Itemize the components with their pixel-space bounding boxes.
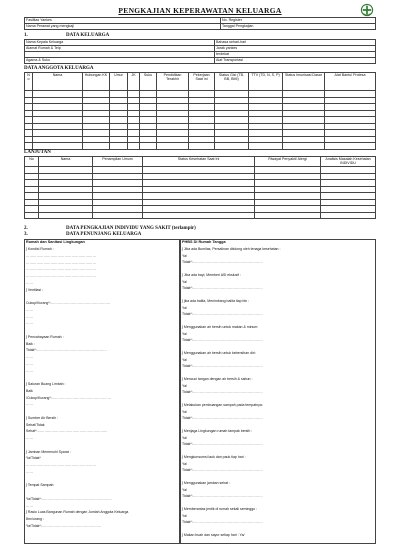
form-line: Tidak*:……………………………………………………: [182, 312, 263, 316]
form-line: ……………………………………………………: [26, 274, 96, 278]
form-line: Tidak*:……………………………………………………: [182, 416, 263, 420]
form-line: ……: [26, 436, 33, 440]
form-line: Baik: [26, 388, 33, 393]
form-line: ……: [26, 314, 33, 319]
members-table: N o Nama Hubungan KK Umur JK Suku Pendidikan Terakhir Pekerjaan Saat ini Status Gizi (TB, BB, BMI) TTV (TD, N, S, P) Status Imunisasi Dasar Alat Bantu/ Protesa: [24, 72, 376, 150]
form-line: Baik :: [26, 341, 35, 346]
form-line: ……: [26, 280, 33, 285]
phbs-heading: PHBS Di Rumah Tangga: [182, 240, 226, 244]
form-line: Tidak*:……………………………………………………: [182, 468, 263, 472]
form-line: ∫ Pencahayaan Rumah :: [26, 334, 64, 339]
form-line: ∫ Menggunakan air bersih untuk makan & minum:: [182, 325, 259, 329]
form-line: Tidak*:……………………………………………………: [182, 286, 263, 290]
form-line: ……………………………………………………: [26, 267, 96, 272]
table-cell: [189, 143, 215, 150]
form-line: ……………………………………………………: [26, 463, 96, 467]
form-line: ……: [26, 307, 33, 312]
table-cell: [157, 143, 189, 150]
form-line: ∫ Sumber Air Bersih :: [26, 415, 59, 420]
form-line: Ya/Tidak*:……………………………………………………: [26, 496, 112, 501]
form-line: Ya/: [182, 461, 187, 466]
form-line: ∫ Jika ada bayi, Memberi ASI ekslusif :: [182, 273, 241, 277]
family-table: Nama Kepala Keluarga Bahasa sehari-hari Alamat Rumah & Telp Jarak yankes terdekat Agama & Suku Alat Transportasi: [24, 39, 376, 64]
table-cell: [39, 212, 93, 219]
form-line: Ya/: [182, 253, 187, 258]
form-line: Tidak*:……………………………………………………: [182, 260, 263, 264]
form-line: ∫ Jika ada Bumilas, Persalinan ditolong oleh tenaga kesehatan :: [182, 247, 281, 251]
form-line: ……: [26, 368, 33, 373]
form-line: Cukup/Kurang*:……………………………………………: [26, 301, 111, 305]
form-line: ……: [26, 321, 33, 326]
table-cell: [249, 143, 283, 150]
form-line: ∫ Mengkonsumsi lauk dan pauk tiap hari :: [182, 455, 246, 459]
table-cell: [321, 212, 376, 219]
form-line: ……………………………………………………: [26, 253, 96, 258]
table-cell: [143, 212, 255, 219]
form-line: ∫ Memberantas jentik di rumah sekali seminggu :: [182, 507, 258, 511]
form-line: Ya/Tidak*:……………………………………………: [26, 523, 102, 528]
form-line: /Cukup/Kurang*:……………………………………………: [26, 395, 112, 400]
form-line: Tidak*:……………………………………………………: [182, 520, 263, 524]
table-cell: [283, 143, 325, 150]
form-line: Ya/: [182, 331, 187, 336]
health-logo-icon: [360, 3, 374, 17]
sanitasi-heading: Rumah dan Sanitasi Lingkungan: [26, 240, 85, 244]
form-line: Ya/: [182, 513, 187, 518]
table-cell: [83, 143, 110, 150]
table-cell: [255, 212, 321, 219]
form-line: ……: [26, 402, 33, 407]
form-line: ∫ Menggunakan jamban sehat :: [182, 481, 231, 485]
lanjutan-heading: LANJUTAN: [24, 150, 51, 155]
members-heading: DATA ANGGOTA KELUARGA: [24, 66, 94, 71]
form-line: ∫ Saluran Buang Limbah :: [26, 382, 66, 386]
table-cell: [93, 212, 143, 219]
form-line: Ya/: [182, 383, 187, 388]
form-line: ∫ Menggunakan air bersih untuk kebersihan diri:: [182, 351, 256, 355]
form-line: ……………………………………………………: [26, 260, 96, 265]
form-line: ∫ Rasio Luas Bangunan Rumah dengan Jumlah Anggota Keluarga: [26, 510, 129, 515]
table-cell: [25, 212, 39, 219]
form-line: Sehat*:……………………………………………………: [26, 429, 108, 434]
form-line: Ya/: [182, 487, 187, 492]
table-row: [25, 212, 376, 219]
form-line: ∫ Kondisi Rumah :: [26, 247, 54, 251]
form-line: Ya/: [182, 357, 187, 362]
form-line: ∫ Tempat Sampah:: [26, 483, 55, 488]
field-tanggal: Tanggal Pengkajian: [221, 24, 376, 30]
form-line: ∫ Menjaga Lingkungan rumah tampak bersih :: [182, 429, 253, 433]
table-cell: [128, 143, 140, 150]
field-no-register: No. Register: [221, 18, 376, 24]
table-cell: [110, 143, 128, 150]
field-fasilitas: Fasilitas Yankes: [25, 18, 221, 24]
form-line: Tidak*:……………………………………………………: [182, 338, 263, 342]
form-line: Tidak*:……………………………………………………: [26, 348, 107, 353]
form-line: ……: [26, 503, 33, 508]
field-perawat: Nama Perawat yang mengkaji: [25, 24, 221, 30]
lanjutan-table: No Nama Penampilan Umum Status Kesehatan Saat Ini Riwayat Penyakit/ Alergi Analisis Masalah Kesehatan INDIVIDU: [24, 156, 376, 219]
table-cell: [25, 143, 33, 150]
form-line: Tidak*:……………………………………………………: [182, 364, 263, 368]
form-line: Ya/: [182, 409, 187, 414]
form-line: ……: [26, 469, 33, 474]
form-line: 8m²/orang :: [26, 517, 44, 521]
form-line: Tidak*:……………………………………………………: [182, 494, 263, 498]
page-title: PENGKAJIAN KEPERAWATAN KELUARGA: [118, 6, 282, 15]
header-table: [24, 17, 376, 30]
form-line: ∫ Mencuci tangan dengan air bersih & sabun :: [182, 377, 253, 381]
form-line: Ya/: [182, 279, 187, 284]
form-line: Ya/: [182, 435, 187, 440]
members-rows: [25, 91, 376, 150]
form-line: ∫ Makan buah dan sayur setiap hari : Ya/: [182, 533, 245, 537]
form-line: ∫ Melakukan pembuangan sampah pada tempatnya:: [182, 403, 263, 407]
form-line: Ya/Tidak*: [26, 456, 41, 461]
table-cell: [33, 143, 83, 150]
form-line: ……: [26, 355, 33, 359]
table-cell: [325, 143, 376, 150]
form-line: Sehat/Tidak: [26, 422, 45, 427]
table-row: [25, 143, 376, 150]
form-line: ∫ Ventilasi :: [26, 287, 43, 292]
form-line: Ya/: [182, 305, 187, 310]
form-line: Tidak*:……………………………………………………: [182, 442, 263, 446]
form-line: Tidak*:……………………………………………………: [182, 390, 263, 394]
table-cell: [140, 143, 157, 150]
form-line: ∫ Jamban Memenuhi Syarat :: [26, 449, 71, 454]
form-line: ∫ jika ada balita, Menimbang balita tiap bln :: [182, 299, 250, 303]
table-cell: [215, 143, 249, 150]
form-line: ……: [26, 361, 33, 366]
